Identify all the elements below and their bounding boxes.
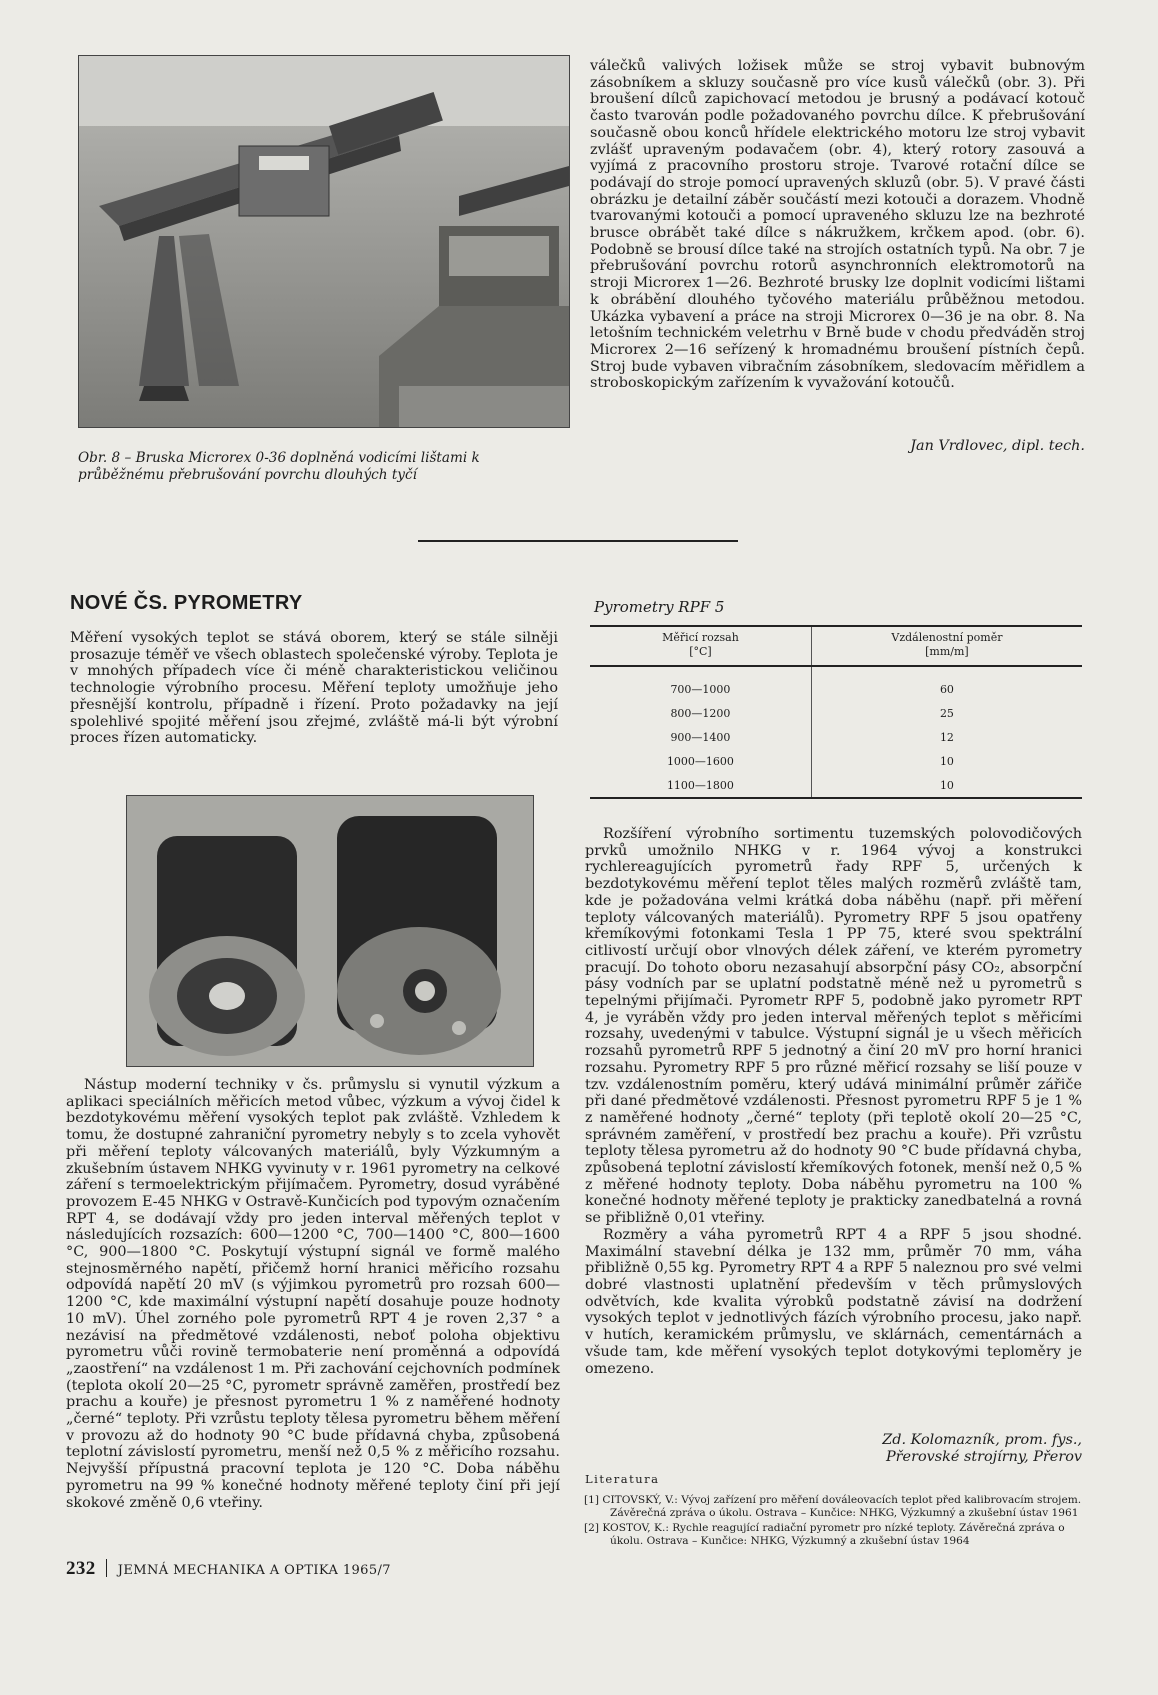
table-header-ratio [811,627,1082,666]
footer-separator [106,1559,107,1577]
table-row [590,677,1082,701]
table-cell-ratio: 10 [939,778,954,792]
rpf-table-wrapper [590,625,1082,799]
literature-title: Literatura [585,1472,660,1486]
table-header-range [590,627,811,666]
signature-name: Zd. Kolomazník, prom. fys., [882,1432,1082,1448]
photo1-caption: Obr. 8 – Bruska Microrex 0-36 doplněná vodicími lištami k průběžnému přebrušování povrchu dlouhých tyčí [78,450,480,483]
page-number: 232 [66,1558,96,1579]
right-top-paragraph: válečků valivých ložisek může se stroj vybavit bubnovým zásobníkem a skluzy současně pro více kusů válečků (obr. 3). Při broušení dílců zapichovací metodou je brusný a podávací kotouč často tvarován podle požadovaného povrchu dílce. K přebrušování současně obou konců hřídele elektrického motoru lze stroj vybavit zvlášť upraveným podavačem (obr. 4), který rotory zasouvá a vyjímá z pracovního prostoru stroje. Tvarové rotační dílce se podávají do stroje pomocí upravených skluzů (obr. 5). V pravé části obrázku je detailní záběr součástí mezi kotouči a dorazem. Vhodně tvarovanými kotouči a pomocí upraveného skluzu lze na bezhroté brusce obrábět také dílce s nákružkem, krčkem apod. (obr. 6). Podobně se brousí dílce také na strojích ostatních typů. Na obr. 7 je přebrušování povrchu rotorů asynchronních elektromotorů na stroji Microrex 1—26. Bezhroté brusky lze doplnit vodicími lištami k obrábění dlouhého tyčového materiálu průběžnou metodou. Ukázka vybavení a práce na stroji Microrex 0—36 je na obr. 8. Na letošním technickém veletrhu v Brně bude v chodu předváděn stroj Microrex 2—16 seřízený k hromadnému broušení pístních čepů. Stroj bude vybaven vibračním zásobníkem, sledovacím měřidlem a stroboskopickým zařízením k vyvažování kotoučů. [590,58,1085,392]
table-cell-range: 800—1200 [590,701,811,725]
article-heading: NOVÉ ČS. PYROMETRY [70,592,303,614]
article-right-body [585,826,1082,1377]
right-top-signature: Jan Vrdlovec, dipl. tech. [910,438,1085,454]
intro-paragraph: Měření vysokých teplot se stává oborem, který se stále silněji prosazuje téměř ve všech oblastech společenské výroby. Teplota je v mnohých případech více či méně charakteristickou veličinou technologie výrobního procesu. Měření teploty umožňuje jeho přesnější kontrolu, případně i řízení. Proto požadavky na její spolehlivé spojité měření jsou zřejmé, zvláště má-li být výrobní proces řízen automaticky. [70,630,558,747]
header-ratio-unit: [mm/m] [925,645,969,658]
table-cell-ratio: 12 [939,730,954,744]
literature-item: [1] CITOVSKÝ, V.: Vývoj zařízení pro měření dováleovacích teplot před kalibrovacím strojem. Závěrečná zpráva o úkolu. Ostrava – Kunčice: NHKG, Výzkumný a zkušební ústav 1961 [584,1494,1082,1519]
table-row [590,725,1082,749]
signature-affiliation: Přerovské strojírny, Přerov [886,1449,1082,1465]
table-header-row [590,627,1082,666]
article-intro [70,630,558,747]
literature-list [584,1494,1084,1550]
table-cell-range: 1100—1800 [590,773,811,797]
page-footer [66,1558,391,1580]
table-cell-range: 700—1000 [590,677,811,701]
rpf-table [590,627,1082,797]
table-row [590,773,1082,797]
grinding-machine-photo [78,55,570,428]
header-range-unit: [°C] [689,645,712,658]
table-cell-ratio: 60 [939,682,954,696]
pyrometer-illustration [127,796,533,1066]
right-top-text [590,58,1085,392]
section-divider [418,540,738,542]
pyrometer-photo [126,795,534,1067]
table-row [590,701,1082,725]
table-cell-ratio: 25 [939,706,954,720]
header-range-label: Měřicí rozsah [662,631,739,644]
right-body-paragraph-2: Rozměry a váha pyrometrů RPT 4 a RPF 5 jsou shodné. Maximální stavební délka je 132 mm, průměr 70 mm, váha přibližně 0,55 kg. Pyrometry RPT 4 a RPF 5 naleznou pro své velmi dobré vlastnosti uplatnění především v těch průmyslových odvětvích, kde kvalita výrobků podstatně závisí na dodržení vysokých teplot v jednotlivých fázích výrobního procesu, jako např. v hutích, keramickém průmyslu, ve sklárnách, cementárnách a všude tam, kde měření vysokých teplot dotykovými teploměry je omezeno. [585,1226,1082,1377]
journal-name: JEMNÁ MECHANIKA A OPTIKA 1965/7 [117,1563,391,1578]
table-cell-range: 900—1400 [590,725,811,749]
header-ratio-label: Vzdálenostní poměr [891,631,1003,644]
right-body-paragraph-1: Rozšíření výrobního sortimentu tuzemských polovodičových prvků umožnilo NHKG v r. 1964 vývoj a konstrukci rychlereagujících pyrometrů řady RPF 5, určených k bezdotykovému měření teplot těles malých rozměrů zvláště tam, kde je požadována velmi krátká doba náběhu (např. při měření teploty válcovaných materiálů). Pyrometry RPF 5 jsou opatřeny křemíkovými fotonkami Tesla 1 PP 75, které svou spektrální citlivostí určují obor vlnových délek záření, ve kterém pyrometry pracují. Do tohoto oboru nezasahují absorpční pásy CO₂, absorpční pásy vodních par se uplatní podstatně méně než u pyrometrů s tepelnými přijímači. Pyrometr RPF 5, podobně jako pyrometr RPT 4, je vyráběn vždy pro jeden interval měřených teplot s měřicími rozsahy, uvedenými v tabulce. Výstupní signál je u všech měřicích rozsahů pyrometrů RPF 5 jednotný a činí 20 mV pro horní hranici rozsahu. Pyrometry RPF 5 pro různé měřicí rozsahy se liší pouze v tzv. vzdálenostním poměru, který udává minimální průměr zářiče při dané předmětové vzdálenosti. Přesnost pyrometru RPF 5 je 1 % z naměřené hodnoty „černé“ teploty (při teplotě okolí 20—25 °C, správném zaměření, v prostředí bez prachu a kouře). Při vzrůstu teploty tělesa pyrometru až do hodnoty 90 °C bude přídavná chyba, způsobená teplotní závislostí křemíkových fotonek, menší než 0,5 % z měřené hodnoty teploty. Doba náběhu pyrometru na 100 % konečné hodnoty měřené teploty je prakticky zanedbatelná a rovná se přibližně 0,01 vteřiny. [585,826,1082,1227]
left-body-paragraph: Nástup moderní techniky v čs. průmyslu si vynutil výzkum a aplikaci speciálních měřicích metod vůbec, výzkum a vývoj čidel k bezdotykovému měření vysokých teplot pak zvláště. Vzhledem k tomu, že dostupné zahraniční pyrometry nebyly s to zcela vyhovět při měření teploty válcovaných materiálů, byly Výzkumným a zkušebním ústavem NHKG vyvinuty v r. 1961 pyrometry na celkové záření s termoelektrickým přijímačem. Pyrometry, dosud vyráběné provozem E-45 NHKG v Ostravě-Kunčicích pod typovým označením RPT 4, se dodávají vždy pro jeden interval měřených teplot v následujících rozsazích: 600—1200 °C, 700—1400 °C, 800—1600 °C, 900—1800 °C. Poskytují výstupní signál ve formě malého stejnosměrného napětí, přičemž horní hranici měřicího rozsahu odpovídá napětí 20 mV (s výjimkou pyrometrů pro rozsah 600—1200 °C, kde maximální výstupní napětí dosahuje pouze hodnoty 10 mV). Úhel zorného pole pyrometrů RPT 4 je roven 2,37 ° a nezávisí na předmětové vzdálenosti, neboť poloha objektivu pyrometru vůči rovině termobaterie není proměnná a odpovídá „zaostření“ na vzdálenost 1 m. Při zachování cejchovních podmínek (teplota okolí 20—25 °C, pyrometr správně zaměřen, prostředí bez prachu a kouře) je přesnost pyrometru 1 % z naměřené hodnoty „černé“ teploty. Při vzrůstu teploty tělesa pyrometru během měření v provozu až do hodnoty 90 °C bude přídavná chyba, způsobená teplotní závislostí pyrometru, menší než 0,5 % z měřicího rozsahu. Nejvyšší přípustná pracovní teplota je 120 °C. Doba náběhu pyrometru na 99 % konečné hodnoty měřené teploty činí při její skokové změně 0,6 vteřiny. [66,1077,560,1511]
literature-item: [2] KOSTOV, K.: Rychle reagující radiační pyrometr pro nízké teploty. Závěrečná zpráva o úkolu. Ostrava – Kunčice: NHKG, Výzkumný a zkušební ústav 1964 [584,1522,1065,1547]
grinding-machine-illustration [79,56,569,427]
table-cell-ratio: 10 [939,754,954,768]
table-cell-range: 1000—1600 [590,749,811,773]
article-signature [585,1432,1082,1466]
table-row [590,749,1082,773]
table-title: Pyrometry RPF 5 [594,598,725,616]
table-row [590,666,1082,677]
article-left-body [66,1077,560,1511]
